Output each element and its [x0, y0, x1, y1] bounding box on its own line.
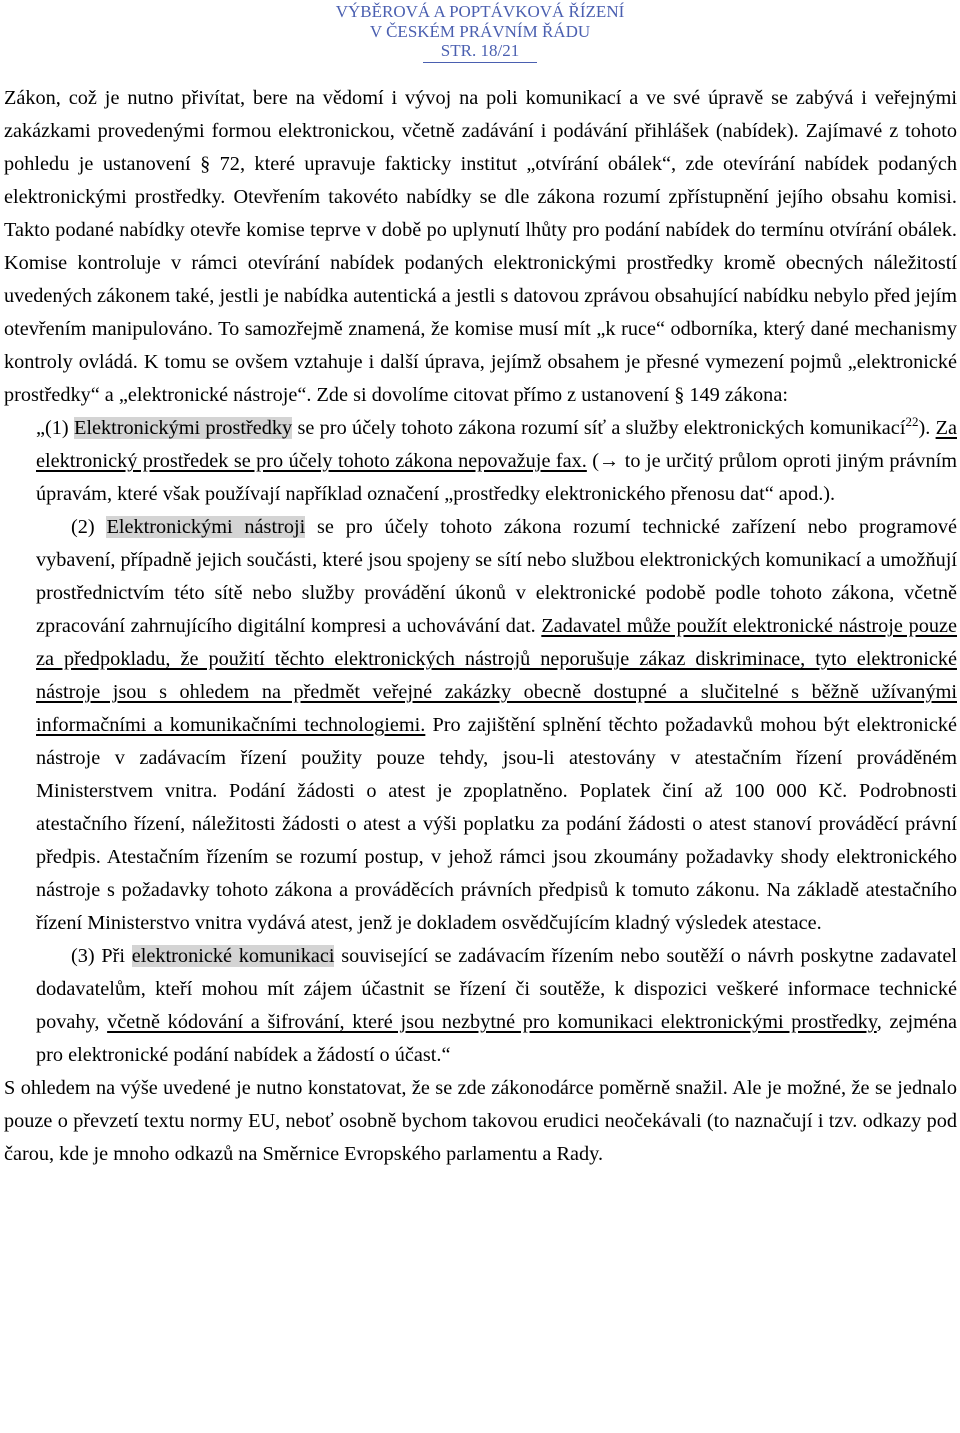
- header-title-line1: VÝBĚROVÁ A POPTÁVKOVÁ ŘÍZENÍ: [335, 2, 625, 21]
- quote-paragraph-2: [36, 511, 957, 940]
- quote-paragraph-3: [36, 940, 957, 1072]
- quote2-text-3: Pro zajištění splnění těchto požadavků mohou být elektronické nástroje v zadávacím řízení použity pouze tehdy, jsou-li atestovány v atestačním řízení prováděném Ministerstvem vnitra. Podání žádosti o atest je zpoplatněno. Poplatek činí až 100 000 Kč. Podrobnosti atestačního řízení, náležitosti žádosti o atest a výši poplatku za podání žádosti o atest stanoví prováděcí právní předpis. Atestačním řízením se rozumí postup, v jehož rámci jsou zkoumány požadavky shody elektronického nástroje s požadavky tohoto zákona a prováděcích právních předpisů k tomuto zákonu. Na základě atestačního řízení Ministerstvo vnitra vydává atest, jenž je dokladem osvědčujícím kladný výsledek atestace.: [36, 714, 957, 934]
- quote3-highlight: elektronické komunikaci: [131, 945, 335, 967]
- quote-paragraph-1: [36, 412, 957, 511]
- quote1-text-2: se pro účely tohoto zákona rozumí síť a služby elektronických komunikací: [292, 417, 906, 439]
- quote2-text-1: (2): [71, 516, 107, 538]
- page-number: STR. 18/21: [423, 41, 537, 63]
- quote3-text-1: (3) Při: [71, 945, 132, 967]
- quote1-underlined: Za elektronický prostředek se pro účely tohoto zákona nepovažuje fax.: [36, 417, 957, 472]
- paragraph-conclusion: [4, 1072, 957, 1171]
- quote3-underlined: včetně kódování a šifrování, které jsou nezbytné pro komunikaci elektronickými prostředky: [107, 1011, 877, 1033]
- paragraph-conclusion-text: S ohledem na výše uvedené je nutno konstatovat, že se zde zákonodárce poměrně snažil. Ale je možné, že se jednalo pouze o převzetí textu normy EU, neboť osobně bychom takovou erudici neočekávali (to naznačují i tzv. odkazy pod čarou, kde je mnoho odkazů na Směrnice Evropského parlamentu a Rady.: [4, 1077, 957, 1165]
- quote1-highlight: Elektronickými prostředky: [73, 417, 293, 439]
- quote3-text-3: , zejména pro elektronické podání nabídek a žádostí o účast.“: [36, 1011, 957, 1066]
- quote1-text-4: (→ to je určitý průlom oproti jiným právním úpravám, které však používají například označení „prostředky elektronického přenosu dat“ apod.).: [36, 450, 957, 505]
- quote1-text-3: ).: [918, 417, 936, 439]
- paragraph-intro: [4, 82, 957, 412]
- document-body: [4, 82, 957, 1171]
- quote2-highlight: Elektronickými nástroji: [106, 516, 306, 538]
- quote3-text-2: související se zadávacím řízením nebo soutěží o návrh poskytne zadavatel dodavatelům, kteří mohou mít zájem účastnit se řízení či soutěže, k dispozici veškeré informace technické povahy,: [36, 945, 957, 1033]
- footnote-ref-22: 22: [905, 414, 919, 430]
- paragraph-intro-text: Zákon, což je nutno přivítat, bere na vědomí i vývoj na poli komunikací a ve své úpravě se zabývá i veřejnými zakázkami provedenými formou elektronickou, včetně zadávání i podávání přihlášek (nabídek). Zajímavé z tohoto pohledu je ustanovení § 72, které upravuje fakticky institut „otvírání obálek“, zde otevírání nabídek podaných elektronickými prostředky. Otevřením takovéto nabídky se dle zákona rozumí zpřístupnění jejího obsahu komisi. Takto podané nabídky otevře komise teprve v době po uplynutí lhůty pro podání nabídek do termínu otvírání obálek. Komise kontroluje v rámci otevírání nabídek podaných elektronickými prostředky kromě obecných náležitostí uvedených zákonem také, jestli je nabídka autentická a jestli s datovou zprávou obsahující nabídku nebylo před jejím otevřením manipulováno. To samozřejmě znamená, že komise musí mít „k ruce“ odborníka, který dané mechanismy kontroly ovládá. K tomu se ovšem vztahuje i další úprava, jejímž obsahem je přesné vymezení pojmů „elektronické prostředky“ a „elektronické nástroje“. Zde si dovolíme citovat přímo z ustanovení § 149 zákona:: [4, 87, 957, 406]
- quote1-text-1: „(1): [36, 417, 74, 439]
- page-header: [0, 2, 960, 63]
- quote2-underlined: Zadavatel může použít elektronické nástroje pouze za předpokladu, že použití těchto elektronických nástrojů neporušuje zákaz diskriminace, tyto elektronické nástroje jsou s ohledem na předmět veřejné zakázky obecně dostupné a slučitelné s běžně užívanými informačními a komunikačními technologiemi.: [36, 615, 957, 736]
- header-title-line2: V ČESKÉM PRÁVNÍM ŘÁDU: [369, 21, 591, 41]
- quote2-text-2: se pro účely tohoto zákona rozumí technické zařízení nebo programové vybavení, případně jejich součásti, které jsou spojeny se sítí nebo službou elektronických komunikací a umožňují prostřednictvím této sítě nebo služby provádění úkonů v elektronické podobě podle tohoto zákona, včetně zpracování zahrnujícího digitální kompresi a uchovávání dat.: [36, 516, 958, 637]
